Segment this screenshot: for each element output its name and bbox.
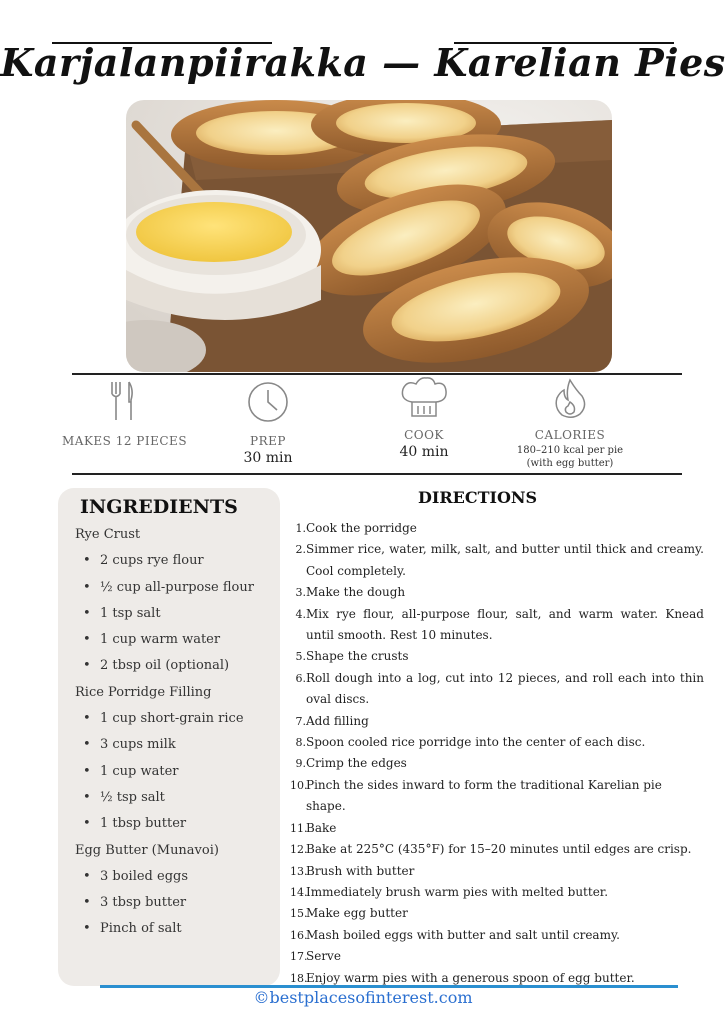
- direction-step-text: Mix rye flour, all-purpose flour, salt, and warm water. Knead until smooth. Rest 10 minutes.: [306, 606, 704, 643]
- direction-step-text: Shape the crusts: [306, 649, 409, 664]
- direction-step: 8. Spoon cooled rice porridge into the center of each disc.: [295, 735, 646, 750]
- direction-step-text: Bake: [306, 820, 337, 835]
- ingredient-group-heading: Egg Butter (Munavoi): [75, 842, 219, 858]
- direction-step: 5. Shape the crusts: [295, 649, 409, 664]
- ingredient-group-heading: Rye Crust: [75, 527, 141, 542]
- ingredient-item: • 1 cup water: [75, 759, 275, 785]
- ingredient-item: • 3 boiled eggs: [75, 864, 275, 890]
- direction-step-text: Enjoy warm pies with a generous spoon of egg butter.: [306, 970, 635, 985]
- calories-label: CALORIES: [534, 428, 606, 442]
- fork-knife-icon: [107, 380, 137, 422]
- stats-bottom-rule: [72, 473, 682, 475]
- stat-calories: [500, 378, 640, 470]
- direction-step-text: Simmer rice, water, milk, salt, and butter until thick and creamy. Cool completely.: [306, 542, 704, 578]
- stat-makes: [62, 380, 188, 448]
- direction-step-text: Spoon cooled rice porridge into the center of each disc.: [306, 735, 646, 750]
- directions-title: DIRECTIONS: [418, 488, 538, 507]
- direction-step: 13. Brush with butter: [290, 863, 415, 878]
- direction-step-text: Brush with butter: [306, 863, 415, 878]
- ingredient-item: • ½ tsp salt: [75, 785, 275, 811]
- ingredient-item: • 2 cups rye flour: [75, 548, 275, 574]
- direction-step: 18. Enjoy warm pies with a generous spoon of egg butter.: [290, 970, 635, 985]
- cook-value: 40 min: [399, 444, 449, 460]
- makes-label: MAKES 12 PIECES: [62, 434, 188, 448]
- ingredient-item: • 1 tbsp butter: [75, 811, 275, 837]
- ingredient-item: • ½ cup all-purpose flour: [75, 575, 275, 601]
- prep-label: PREP: [250, 434, 286, 448]
- ingredients-title: INGREDIENTS: [80, 496, 238, 518]
- calories-line1: 180–210 kcal per pie: [516, 445, 624, 456]
- footer-website[interactable]: ©bestplacesofinterest.com: [253, 988, 473, 1007]
- clock-icon: [246, 380, 290, 424]
- stat-cook: [374, 376, 474, 460]
- direction-step: 4. Mix rye flour, all-purpose flour, salt, and warm water. Knead until smooth. Rest 10 minutes.: [295, 606, 704, 643]
- karelian-pies-photo: [126, 100, 612, 372]
- stats-top-rule: [72, 373, 682, 375]
- chef-hat-icon: [398, 376, 450, 420]
- ingredient-item: • 1 cup short-grain rice: [75, 706, 275, 732]
- directions-list: [290, 518, 704, 989]
- page-title: Karjalanpiirakka — Karelian Pies: [0, 40, 726, 85]
- ingredient-group-heading: Rice Porridge Filling: [75, 684, 212, 700]
- flame-icon: [552, 378, 588, 420]
- direction-step-text: Bake at 225°C (435°F) for 15–20 minutes until edges are crisp.: [306, 842, 692, 857]
- direction-step: 16. Mash boiled eggs with butter and salt until creamy.: [290, 927, 620, 942]
- direction-step: 7. Add filling: [295, 713, 369, 728]
- direction-step-text: Mash boiled eggs with butter and salt until creamy.: [306, 927, 620, 942]
- direction-step: 12. Bake at 225°C (435°F) for 15–20 minutes until edges are crisp.: [290, 842, 692, 857]
- direction-step: 6. Roll dough into a log, cut into 12 pieces, and roll each into thin oval discs.: [295, 670, 704, 707]
- hero-photo: [126, 100, 612, 372]
- direction-step: 17. Serve: [290, 949, 341, 964]
- calories-line2: (with egg butter): [526, 458, 614, 469]
- ingredients-list: [75, 522, 275, 943]
- direction-step-text: Make the dough: [306, 585, 406, 600]
- direction-step: 3. Make the dough: [295, 585, 406, 600]
- ingredient-item: • 3 tbsp butter: [75, 890, 275, 916]
- ingredient-item: • Pinch of salt: [75, 916, 275, 942]
- direction-step: 9. Crimp the edges: [295, 756, 407, 771]
- direction-step-text: Add filling: [306, 713, 369, 728]
- ingredient-item: • 1 cup warm water: [75, 627, 275, 653]
- direction-step: 2. Simmer rice, water, milk, salt, and butter until thick and creamy. Cool completely.: [295, 542, 704, 578]
- direction-step-text: Crimp the edges: [306, 756, 407, 771]
- direction-step: 14. Immediately brush warm pies with melted butter.: [290, 884, 609, 899]
- direction-step: 1. Cook the porridge: [295, 521, 417, 535]
- direction-step-text: Immediately brush warm pies with melted butter.: [306, 884, 609, 899]
- direction-step-text: Roll dough into a log, cut into 12 pieces, and roll each into thin oval discs.: [306, 670, 704, 707]
- direction-step-text: Make egg butter: [306, 906, 408, 921]
- direction-step-text: Pinch the sides inward to form the traditional Karelian pie shape.: [306, 777, 662, 814]
- ingredient-item: • 3 cups milk: [75, 732, 275, 758]
- direction-step: 15. Make egg butter: [290, 906, 408, 921]
- prep-value: 30 min: [243, 450, 293, 466]
- direction-step-text: Serve: [306, 949, 341, 964]
- direction-step: 11. Bake: [290, 820, 337, 835]
- stat-prep: [218, 380, 318, 466]
- ingredient-item: • 2 tbsp oil (optional): [75, 653, 275, 679]
- ingredient-item: • 1 tsp salt: [75, 601, 275, 627]
- direction-step: 10. Pinch the sides inward to form the traditional Karelian pie shape.: [290, 777, 662, 814]
- direction-step-text: Cook the porridge: [306, 521, 417, 535]
- cook-label: COOK: [404, 428, 444, 442]
